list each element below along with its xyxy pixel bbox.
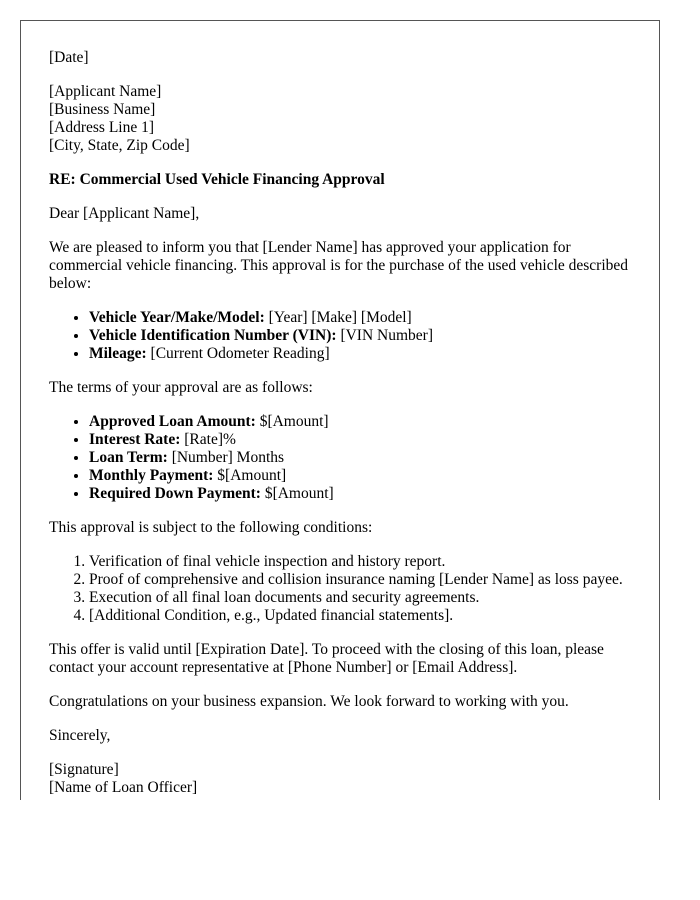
letter-page xyxy=(20,20,660,800)
list-item: • Approved Loan Amount: $[Amount] xyxy=(89,413,631,431)
list-item: • Mileage: [Current Odometer Reading] xyxy=(89,345,631,363)
terms-intro: The terms of your approval are as follows: xyxy=(49,379,313,396)
loan-officer-name: [Name of Loan Officer] xyxy=(49,779,198,796)
list-item: • Vehicle Identification Number (VIN): [VIN Number] xyxy=(89,327,631,345)
signoff: Sincerely, xyxy=(49,727,111,744)
list-item: 1. Verification of final vehicle inspection and history report. xyxy=(89,553,631,571)
recipient-address xyxy=(49,83,631,155)
list-item: 4. [Additional Condition, e.g., Updated financial statements]. xyxy=(89,607,631,625)
letter-salutation: Dear [Applicant Name], xyxy=(49,205,200,222)
terms-list xyxy=(49,413,631,503)
list-item: • Interest Rate: [Rate]% xyxy=(89,431,631,449)
recipient-address-line1: [Address Line 1] xyxy=(49,119,155,136)
signature-block xyxy=(49,761,631,797)
list-item: • Monthly Payment: $[Amount] xyxy=(89,467,631,485)
letter-intro: We are pleased to inform you that [Lender Name] has approved your application for commercial vehicle financing. This approval is for the purchase of the used vehicle described below: xyxy=(49,239,629,292)
recipient-business: [Business Name] xyxy=(49,101,156,118)
conditions-intro: This approval is subject to the following conditions: xyxy=(49,519,373,536)
list-item: 2. Proof of comprehensive and collision insurance naming [Lender Name] as loss payee. xyxy=(89,571,631,589)
recipient-city-state-zip: [City, State, Zip Code] xyxy=(49,137,190,154)
conditions-list xyxy=(49,553,631,625)
closing-note: Congratulations on your business expansion. We look forward to working with you. xyxy=(49,693,569,710)
recipient-name: [Applicant Name] xyxy=(49,83,162,100)
signature: [Signature] xyxy=(49,761,119,778)
list-item: 3. Execution of all final loan documents and security agreements. xyxy=(89,589,631,607)
offer-validity: This offer is valid until [Expiration Date]. To proceed with the closing of this loan, please contact your account representative at [Phone Number] or [Email Address]. xyxy=(49,641,604,676)
letter-subject: RE: Commercial Used Vehicle Financing Approval xyxy=(49,171,385,188)
letter-date: [Date] xyxy=(49,49,89,66)
list-item: • Loan Term: [Number] Months xyxy=(89,449,631,467)
list-item: • Required Down Payment: $[Amount] xyxy=(89,485,631,503)
vehicle-details-list xyxy=(49,309,631,363)
list-item: • Vehicle Year/Make/Model: [Year] [Make] [Model] xyxy=(89,309,631,327)
